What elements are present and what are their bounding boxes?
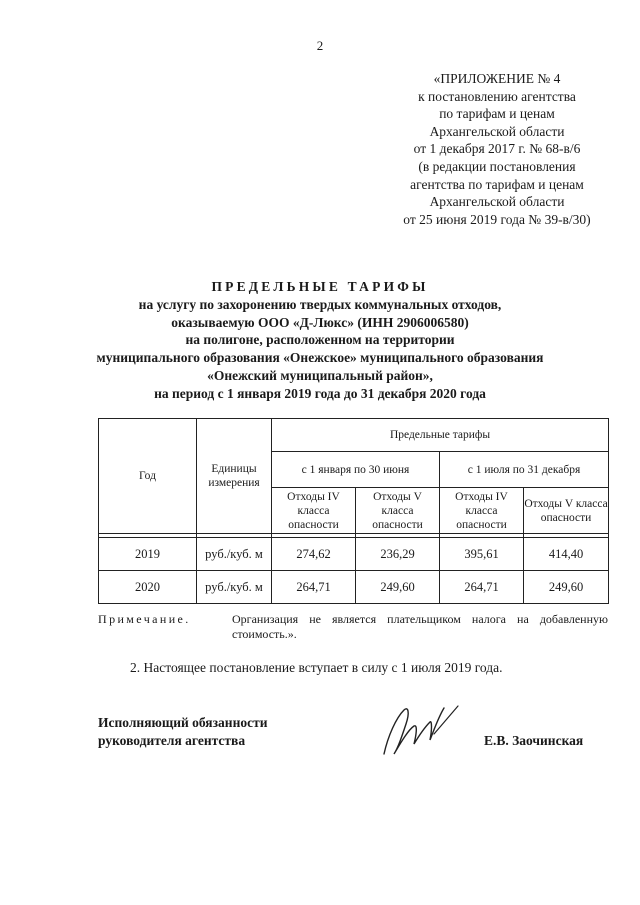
tariffs-table (98, 418, 609, 604)
cell-value: 249,60 (524, 571, 609, 604)
header-period: с 1 июля по 31 декабря (440, 452, 609, 488)
cell-value: 249,60 (356, 571, 440, 604)
cell-value: 264,71 (440, 571, 524, 604)
title-line: на период с 1 января 2019 года до 31 декабря 2020 года (154, 385, 486, 401)
header-unit: Единицы измерения (197, 419, 272, 534)
appendix-line: «ПРИЛОЖЕНИЕ № 4 (433, 71, 561, 86)
cell-unit: руб./куб. м (197, 538, 272, 571)
cell-year: 2019 (99, 538, 197, 571)
header-period: с 1 января по 30 июня (272, 452, 440, 488)
title-line: на полигоне, расположенном на территории (185, 332, 455, 348)
cell-value: 274,62 (272, 538, 356, 571)
cell-year: 2020 (99, 571, 197, 604)
signer-role-line: руководителя агентства (98, 732, 246, 748)
title-main: ПРЕДЕЛЬНЫЕ ТАРИФЫ (211, 279, 429, 294)
appendix-line: к постановлению агентства (418, 88, 576, 104)
appendix-line: Архангельской области (429, 194, 565, 210)
appendix-line: по тарифам и ценам (439, 106, 555, 122)
cell-value: 236,29 (356, 538, 440, 571)
appendix-line: от 1 декабря 2017 г. № 68-в/6 (413, 141, 581, 157)
note-text: Организация не является плательщиком налога на добавленную стоимость.». (232, 612, 608, 641)
title-line: оказываемую ООО «Д-Люкс» (ИНН 2906006580) (171, 314, 469, 330)
header-class: Отходы V класса опасности (356, 488, 440, 534)
title-line: муниципального образования «Онежское» муниципального образования (96, 350, 544, 366)
page-number: 2 (316, 38, 324, 53)
appendix-line: Архангельской области (429, 123, 565, 139)
appendix-line: (в редакции постановления (418, 158, 576, 174)
signer-role (98, 714, 268, 749)
title-line: «Онежский муниципальный район», (207, 367, 433, 383)
appendix-header (362, 70, 632, 228)
cell-value: 414,40 (524, 538, 609, 571)
appendix-line: агентства по тарифам и ценам (410, 176, 584, 192)
clause-text: 2. Настоящее постановление вступает в силу с 1 июля 2019 года. (130, 660, 503, 675)
header-tariffs: Предельные тарифы (272, 419, 609, 452)
cell-value: 264,71 (272, 571, 356, 604)
table-row (99, 571, 609, 604)
signer-role-line: Исполняющий обязанности (98, 715, 268, 730)
header-class: Отходы IV класса опасности (272, 488, 356, 534)
document-title (40, 278, 600, 403)
header-class: Отходы V класса опасности (524, 488, 609, 534)
note-label: Примечание. (98, 612, 191, 626)
table-row (99, 538, 609, 571)
cell-unit: руб./куб. м (197, 571, 272, 604)
appendix-line: от 25 июня 2019 года № 39-в/30) (403, 211, 591, 227)
cell-value: 395,61 (440, 538, 524, 571)
signer-name: Е.В. Заочинская (484, 733, 584, 748)
header-class: Отходы IV класса опасности (440, 488, 524, 534)
header-year: Год (99, 419, 197, 534)
signature-icon (374, 696, 464, 766)
title-line: на услугу по захоронению твердых коммунальных отходов, (138, 296, 502, 312)
